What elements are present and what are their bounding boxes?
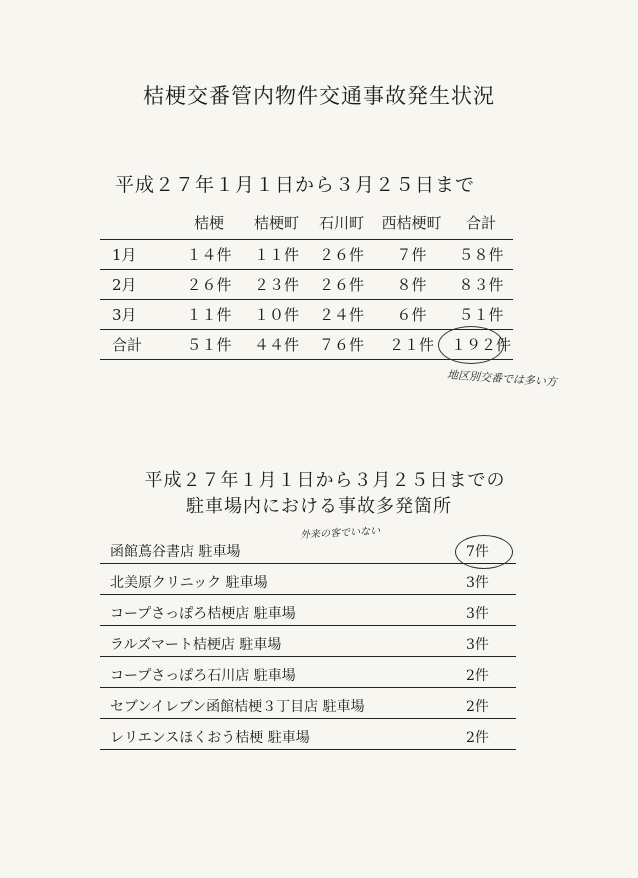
table-cell: ５１件 [186,336,232,354]
table-cell: ２３件 [253,276,299,294]
lot-name: ラルズマート桔梗店 駐車場 [110,637,282,653]
lot-count: 2件 [466,699,489,715]
lot-name: セブンイレブン函館桔梗３丁目店 駐車場 [110,699,365,715]
list-item [100,657,516,688]
table-row [100,240,513,270]
table-cell: ４４件 [253,336,299,354]
handwritten-note: 地区別交番では多い方 [446,368,558,389]
lot-count: 3件 [466,575,489,591]
row-label: 1月 [112,246,137,264]
table-cell: １４件 [186,246,232,264]
lot-name: 函館蔦谷書店 駐車場 [110,544,241,560]
header-cell: 合計 [465,213,496,232]
table-cell: １１件 [253,246,299,264]
list-item [100,719,516,750]
table-cell: ２４件 [318,306,364,324]
row-label: 3月 [112,306,137,324]
section2-title-line1: 平成２７年１月１日から３月２５日までの [144,470,506,491]
table-cell: ７６件 [318,336,364,354]
lot-name: レリエンスほくおう桔梗 駐車場 [110,730,310,746]
lot-name: コープさっぽろ石川店 駐車場 [110,668,296,684]
lot-count: 7件 [466,544,489,560]
header-cell: 西桔梗町 [381,213,442,232]
table-cell: ２６件 [186,276,232,294]
row-label: 合計 [112,336,143,354]
header-cell: 石川町 [318,213,364,232]
table-cell: １０件 [253,306,299,324]
list-item [100,564,516,595]
list-item [100,626,516,657]
table-row [100,270,513,300]
table-cell: ２６件 [318,276,364,294]
table-cell: ２１件 [388,336,434,354]
document-title: 桔梗交番管内物件交通事故発生状況 [143,84,495,108]
table-cell: ５１件 [458,306,504,324]
handwritten-circle-total [438,326,504,364]
handwritten-circle-count [455,535,513,569]
table-cell: １１件 [186,306,232,324]
table-row [100,300,513,330]
parking-lot-list [100,533,516,750]
header-cell: 桔梗町 [253,213,299,232]
table-cell: ８３件 [458,276,504,294]
lot-name: 北美原クリニック 駐車場 [110,575,268,591]
list-item [100,533,516,564]
row-label: 2月 [112,276,137,294]
lot-name: コープさっぽろ桔梗店 駐車場 [110,606,296,622]
handwritten-note: 外来の客でいない [299,525,381,542]
table-cell: ７件 [396,246,427,264]
header-cell [100,205,174,240]
table-cell: １９２件 [450,336,511,354]
list-item [100,595,516,626]
table-cell: ６件 [396,306,427,324]
table-header-row [100,205,513,240]
section2-title-line2: 駐車場内における事故多発箇所 [186,496,452,517]
table-cell: ２６件 [318,246,364,264]
lot-count: 2件 [466,668,489,684]
list-item [100,688,516,719]
lot-count: 2件 [466,730,489,746]
lot-count: 3件 [466,606,489,622]
section1-subtitle: 平成２７年１月１日から３月２５日まで [115,174,476,196]
table-cell: ８件 [396,276,427,294]
header-cell: 桔梗 [193,213,224,232]
lot-count: 3件 [466,637,489,653]
section2-title [0,468,638,520]
table-cell: ５８件 [458,246,504,264]
